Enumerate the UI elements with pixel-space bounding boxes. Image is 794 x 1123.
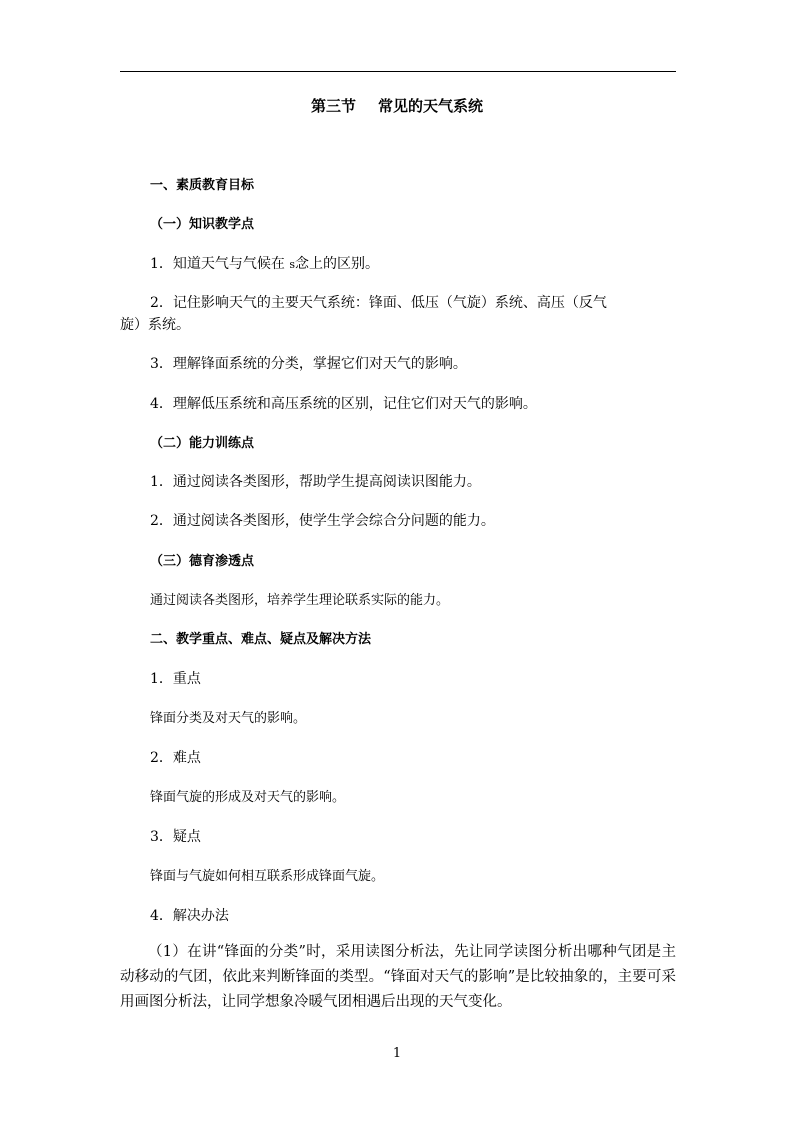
solution-heading: 4．解决办法 (150, 908, 229, 924)
doubt-heading: 3．疑点 (150, 829, 201, 845)
knowledge-item-1: 1．知道天气与气候在 s念上的区别。 (150, 256, 380, 272)
doubt-text: 锋面与气旋如何相互联系形成锋面气旋。 (150, 869, 385, 884)
ability-item-1: 1．通过阅读各类图形，帮助学生提高阅读识图能力。 (150, 474, 481, 490)
difficulty-text: 锋面气旋的形成及对天气的影响。 (150, 790, 346, 805)
header-rule (120, 71, 676, 72)
knowledge-item-3: 3．理解锋面系统的分类，掌握它们对天气的影响。 (150, 356, 467, 372)
section-heading-2: 二、教学重点、难点、疑点及解决方法 (150, 632, 372, 647)
key-point-text: 锋面分类及对天气的影响。 (150, 711, 307, 726)
knowledge-item-2-cont: 旋）系统。 (120, 317, 190, 333)
title-text: 常见的天气系统 (378, 97, 484, 115)
page-number: 1 (392, 1046, 402, 1061)
subheading-ability: （二）能力训练点 (150, 436, 255, 451)
key-point-heading: 1．重点 (150, 671, 201, 687)
solution-paragraph: （1）在讲“锋面的分类”时，采用读图分析法，先让同学读图分析出哪种气团是主动移动的气团，依此来判断锋面的类型。“锋面对天气的影响”是比较抽象的，主要可采用画图分析法，让同学想象冷暖气团相遇后出现的天气变化。 (120, 944, 676, 1010)
subheading-moral: （三）德育渗透点 (150, 554, 255, 569)
moral-item-1: 通过阅读各类图形，培养学生理论联系实际的能力。 (150, 593, 450, 608)
knowledge-item-2: 2．记住影响天气的主要天气系统：锋面、低压（气旋）系统、高压（反气 (150, 295, 607, 311)
section-heading-1: 一、素质教育目标 (150, 178, 255, 193)
knowledge-item-4: 4．理解低压系统和高压系统的区别，记住它们对天气的影响。 (150, 396, 537, 412)
ability-item-2: 2．通过阅读各类图形，使学生学会综合分问题的能力。 (150, 513, 495, 529)
page-title (0, 99, 794, 114)
title-section-number: 第三节 (310, 97, 356, 115)
difficulty-heading: 2．难点 (150, 750, 201, 766)
subheading-knowledge: （一）知识教学点 (150, 217, 255, 232)
